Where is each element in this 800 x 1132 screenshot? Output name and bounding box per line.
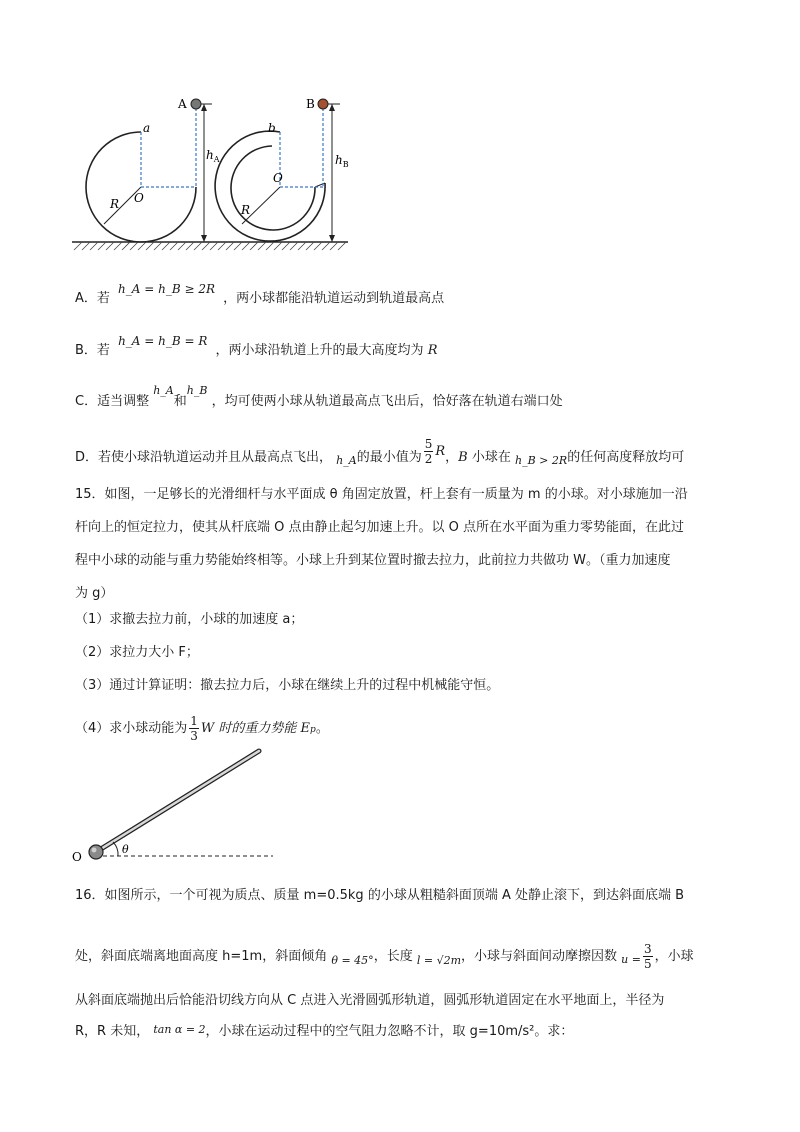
label-hB: $h_B$ — [335, 153, 349, 169]
q15-sub4-fraction: $\frac{1}{3}$ — [190, 714, 198, 743]
label-a: a — [143, 121, 151, 135]
label-theta: θ — [122, 843, 129, 856]
ball-on-rod — [89, 845, 103, 859]
option-C: C．适当调整 $^{h\_A}$和$^{h\_B}$ ，均可使两小球从轨道最高点飞出后，恰好落在轨道右端口处 — [75, 384, 563, 409]
q15-sub1: （1）求撤去拉力前，小球的加速度 a； — [75, 612, 304, 627]
label-O-left: O — [134, 191, 144, 205]
label-b: b — [268, 121, 276, 135]
q15-stem: 15．如图，一足够长的光滑细杆与水平面成 θ 角固定放置，杆上套有一质量为 m 的小球。对小球施加一沿 杆向上的恒定拉力，使其从杆底端 O 点由静止起匀加速上升。以 O 点所在水平面为重力零势能面，在此过 程中小球的动能与重力势能始终相等。小球上升到某位置时撤去拉力，此前拉力共做功 W。（重力加速度 为 g） — [75, 487, 688, 601]
q16-line2: 处，斜面底端离地面高度 h=1m，斜面倾角 $_{\theta = 45^\circ}$，长度 $_{l = √2m}$，小球与斜面间动摩擦因数 $_{u =}$ $\frac{3}{5}$ ，小球 — [75, 942, 694, 971]
rod — [96, 751, 259, 852]
hB-arrowhead-top — [329, 104, 335, 111]
track-figure — [60, 88, 360, 258]
q15-sub4: （4）求小球动能为 $\frac{1}{3}$ W 时的重力势能 Ep。 — [75, 714, 329, 743]
option-A-formula: h_A = h_B ≥ 2R — [118, 282, 216, 296]
q16-line3: 从斜面底端抛出后恰能沿切线方向从 C 点进入光滑圆弧形轨道，圆弧形轨道固定在水平地面上，半径为 — [75, 993, 665, 1008]
q16-line1: 16．如图所示，一个可视为质点、质量 m=0.5kg 的小球从粗糙斜面顶端 A 处静止滚下，到达斜面底端 B — [75, 888, 685, 903]
right-track-inner — [231, 146, 315, 230]
ball-B — [318, 99, 328, 109]
label-O-rod: O — [72, 850, 82, 864]
ball-highlight — [92, 848, 97, 853]
q15-sub3: （3）通过计算证明：撤去拉力后，小球在继续上升的过程中机械能守恒。 — [75, 678, 500, 693]
q16-mu-fraction: $\frac{3}{5}$ — [643, 942, 652, 971]
label-A: A — [178, 97, 187, 111]
option-A: A．若 h_A = h_B ≥ 2R ，两小球都能沿轨道运动到轨道最高点 — [75, 282, 445, 306]
rod-figure — [68, 745, 278, 870]
hA-arrowhead-bottom — [201, 235, 207, 242]
label-B: B — [306, 97, 315, 111]
hB-arrowhead-bottom — [329, 235, 335, 242]
option-D-fraction: $\frac{5}{2}$ — [424, 437, 433, 466]
option-B-formula: h_A = h_B = R — [118, 334, 208, 348]
theta-arc — [113, 842, 118, 856]
q15-sub2: （2）求拉力大小 F； — [75, 645, 199, 660]
label-O-right: O — [273, 171, 283, 185]
label-hA: $h_A$ — [206, 148, 220, 164]
label-R-right: R — [241, 203, 251, 217]
option-B: B．若 h_A = h_B = R ，两小球沿轨道上升的最大高度均为 R — [75, 334, 438, 358]
option-D: D．若使小球沿轨道运动并且从最高点飞出， $_{h\_A}$的最小值为 $\frac{5}{2}$ R，B 小球在 $_{h\_B > 2R}$的任何高度释放均可 — [75, 437, 685, 467]
q16-line4: R，R 未知， tan α = 2，小球在运动过程中的空气阻力忽略不计，取 g=10m/s²。求： — [75, 1023, 574, 1039]
ball-A — [191, 99, 201, 109]
hA-arrowhead-top — [201, 104, 207, 111]
ground-hatch — [74, 242, 346, 250]
label-R-left: R — [110, 197, 120, 211]
